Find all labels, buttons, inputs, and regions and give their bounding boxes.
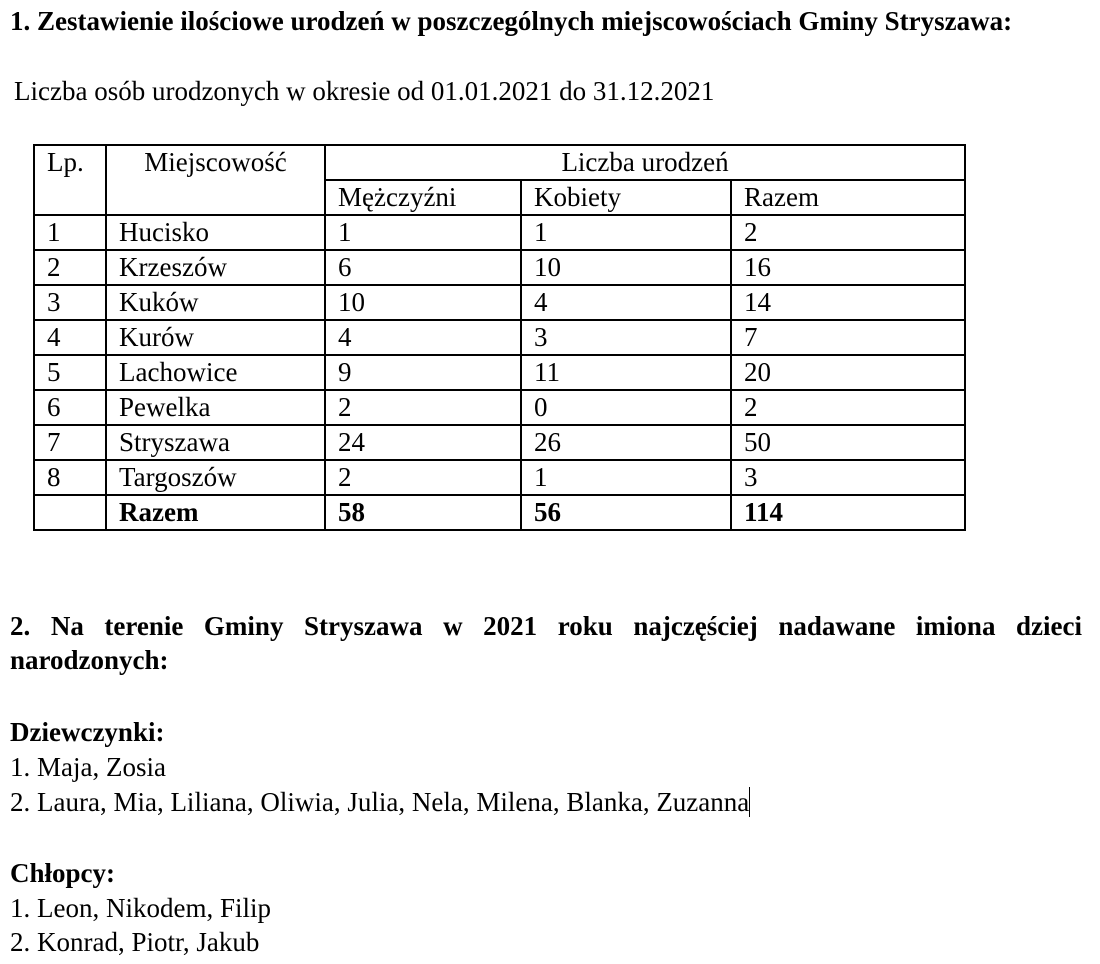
table-row: [34, 390, 965, 425]
cell-razem: 2: [731, 390, 965, 425]
cell-razem: 2: [731, 215, 965, 250]
cell-lp: 7: [34, 425, 106, 460]
cell-lp: 6: [34, 390, 106, 425]
cell-lp: 1: [34, 215, 106, 250]
cell-razem: 50: [731, 425, 965, 460]
table-row: [34, 425, 965, 460]
header-lp: Lp.: [34, 145, 106, 215]
header-kobiety: Kobiety: [521, 180, 731, 215]
cell-mezczyzni: 6: [325, 250, 521, 285]
girls-line-2-text: 2. Laura, Mia, Liliana, Oliwia, Julia, Nela, Milena, Blanka, Zuzanna: [10, 787, 750, 817]
cell-kobiety: 10: [521, 250, 731, 285]
boys-line-2: 2. Konrad, Piotr, Jakub: [10, 927, 260, 957]
cell-mezczyzni: 2: [325, 390, 521, 425]
cell-mezczyzni: 2: [325, 460, 521, 495]
girls-line-1: 1. Maja, Zosia: [10, 752, 166, 782]
cell-razem: 7: [731, 320, 965, 355]
section-2-heading: 2. Na terenie Gminy Stryszawa w 2021 roku najczęściej nadawane imiona dzieci narodzonych:: [10, 611, 1082, 675]
boys-label: Chłopcy:: [10, 858, 116, 888]
section-1-heading: 1. Zestawienie ilościowe urodzeń w poszczególnych miejscowościach Gminy Stryszawa:: [10, 6, 1013, 36]
table-row: [34, 320, 965, 355]
cell-mezczyzni: 4: [325, 320, 521, 355]
cell-razem: 20: [731, 355, 965, 390]
births-table: [33, 144, 966, 531]
cell-lp: 8: [34, 460, 106, 495]
cell-razem: 3: [731, 460, 965, 495]
cell-mezczyzni: 9: [325, 355, 521, 390]
cell-lp: 3: [34, 285, 106, 320]
table-row: [34, 250, 965, 285]
header-razem: Razem: [731, 180, 965, 215]
boys-line-1: 1. Leon, Nikodem, Filip: [10, 893, 271, 923]
section-1-subtitle: Liczba osób urodzonych w okresie od 01.01.2021 do 31.12.2021: [14, 76, 715, 106]
cell-kobiety: 1: [521, 460, 731, 495]
cell-kobiety: 0: [521, 390, 731, 425]
total-mezczyzni: 58: [325, 495, 521, 530]
girls-label: Dziewczynki:: [10, 717, 165, 747]
cell-lp: 2: [34, 250, 106, 285]
text-cursor: [749, 787, 750, 817]
table-row: [34, 285, 965, 320]
cell-miejscowosc: Kurów: [106, 320, 325, 355]
cell-miejscowosc: Stryszawa: [106, 425, 325, 460]
cell-razem: 14: [731, 285, 965, 320]
cell-miejscowosc: Krzeszów: [106, 250, 325, 285]
cell-kobiety: 11: [521, 355, 731, 390]
cell-miejscowosc: Lachowice: [106, 355, 325, 390]
table-header-row: [34, 145, 965, 180]
girls-line-2[interactable]: [10, 785, 750, 819]
cell-miejscowosc: Pewelka: [106, 390, 325, 425]
cell-miejscowosc: Kuków: [106, 285, 325, 320]
header-mezczyzni: Mężczyźni: [325, 180, 521, 215]
cell-miejscowosc: Targoszów: [106, 460, 325, 495]
total-label: Razem: [106, 495, 325, 530]
total-kobiety: 56: [521, 495, 731, 530]
cell-lp-empty: [34, 495, 106, 530]
cell-mezczyzni: 10: [325, 285, 521, 320]
header-miejscowosc: Miejscowość: [106, 145, 325, 215]
cell-razem: 16: [731, 250, 965, 285]
cell-kobiety: 1: [521, 215, 731, 250]
header-liczba-urodzen: Liczba urodzeń: [325, 145, 965, 180]
cell-mezczyzni: 1: [325, 215, 521, 250]
total-razem: 114: [731, 495, 965, 530]
cell-lp: 5: [34, 355, 106, 390]
table-row: [34, 355, 965, 390]
cell-mezczyzni: 24: [325, 425, 521, 460]
table-row: [34, 460, 965, 495]
cell-kobiety: 4: [521, 285, 731, 320]
cell-lp: 4: [34, 320, 106, 355]
cell-kobiety: 26: [521, 425, 731, 460]
table-row: [34, 215, 965, 250]
cell-miejscowosc: Hucisko: [106, 215, 325, 250]
table-total-row: [34, 495, 965, 530]
cell-kobiety: 3: [521, 320, 731, 355]
